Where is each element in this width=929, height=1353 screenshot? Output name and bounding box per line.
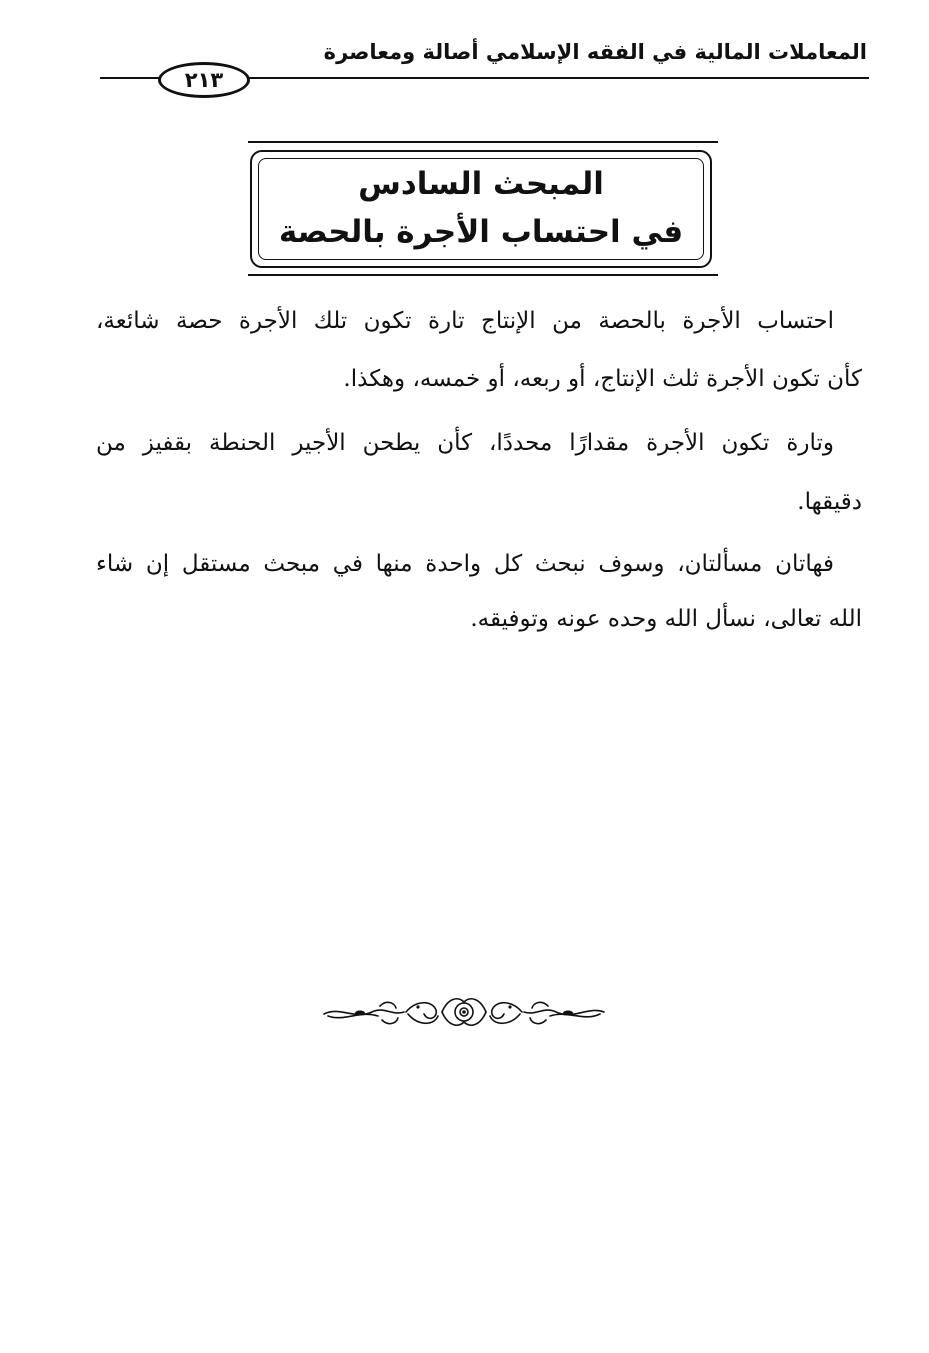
floral-divider-icon	[320, 992, 608, 1032]
page-number: ٢١٣	[184, 68, 224, 92]
paragraph-1-line-1: احتساب الأجرة بالحصة من الإنتاج تارة تكون تلك الأجرة حصة شائعة،	[96, 308, 834, 334]
title-bottom-rule	[248, 274, 718, 276]
paragraph-2-line-2: دقيقها.	[797, 489, 862, 515]
section-title-line-2: في احتساب الأجرة بالحصة	[278, 214, 684, 250]
title-top-rule	[248, 141, 718, 143]
paragraph-3-line-1: فهاتان مسألتان، وسوف نبحث كل واحدة منها في مبحث مستقل إن شاء	[96, 551, 834, 577]
paragraph-2-line-1: وتارة تكون الأجرة مقدارًا محددًا، كأن يطحن الأجير الحنطة بقفيز من	[96, 430, 834, 456]
section-title-line-1: المبحث السادس	[358, 166, 604, 202]
running-header-title: المعاملات المالية في الفقه الإسلامي أصالة ومعاصرة	[323, 40, 867, 64]
section-title-box	[250, 150, 712, 268]
paragraph-3-line-2: الله تعالى، نسأل الله وحده عونه وتوفيقه.	[470, 606, 862, 632]
paragraph-1-line-2: كأن تكون الأجرة ثلث الإنتاج، أو ربعه، أو خمسه، وهكذا.	[343, 366, 862, 392]
page-number-badge	[158, 62, 250, 98]
